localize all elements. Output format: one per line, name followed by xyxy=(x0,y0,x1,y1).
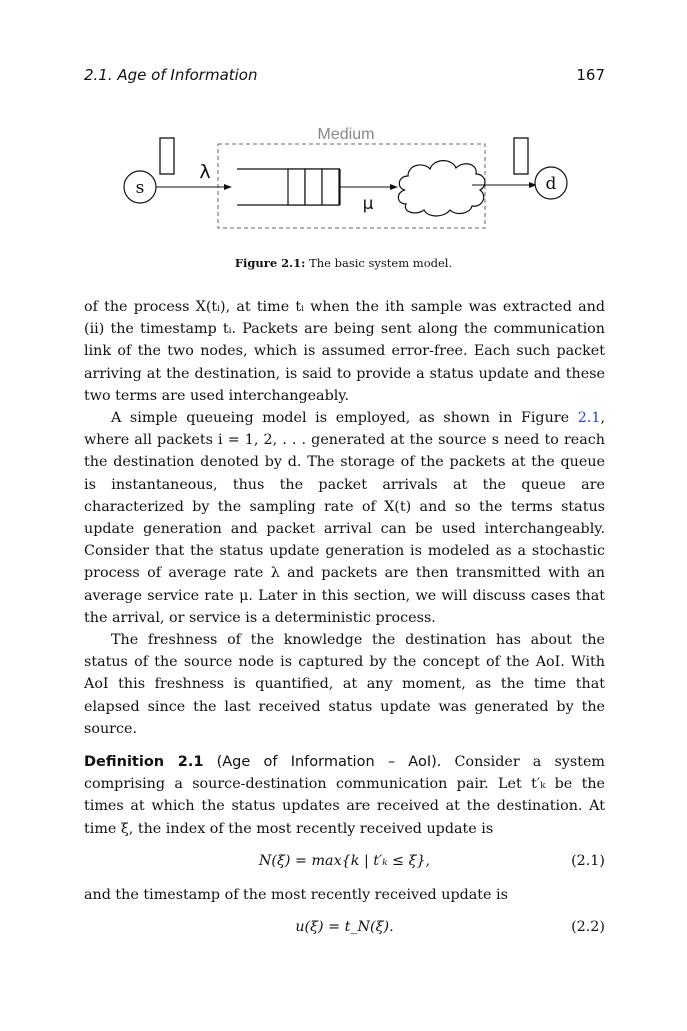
definition-head: Definition 2.1 xyxy=(84,754,204,771)
queue-packet xyxy=(288,169,305,205)
caption-label: Figure 2.1: xyxy=(234,256,306,270)
equation-number: (2.1) xyxy=(571,852,605,869)
lambda-label: λ xyxy=(199,161,211,183)
dest-packet xyxy=(514,138,528,174)
source-packet xyxy=(160,138,174,174)
definition xyxy=(84,751,605,840)
arrow-head xyxy=(390,184,398,190)
paragraph: A simple queueing model is employed, as shown in Figure 2.1, where all packets i = 1, 2, . . . generated at the source s need to reach the destination denoted by d. The storage of the packets at the queue is instantaneous, thus the packet arrivals at the queue are characterized by the sampling rate of X(t) and so the terms status update generation and packet arrival can be used interchangeably. Consider that the status update generation is modeled as a stochastic process of average rate λ and packets are then transmitted with an average service rate μ. Later in this section, we will discuss cases that the arrival, or service is a deterministic process. xyxy=(84,410,605,626)
equation xyxy=(84,840,605,884)
paragraph: The freshness of the knowledge the destination has about the status of the source node is captured by the concept of the AoI. With AoI this freshness is quantified, at any moment, as the time that elapsed since the last received status update was generated by the source. xyxy=(84,632,605,737)
system-model-diagram xyxy=(100,116,600,241)
equation-number: (2.2) xyxy=(571,919,605,936)
section-title: 2.1. Age of Information xyxy=(84,66,258,84)
medium-label: Medium xyxy=(317,126,375,143)
body-text xyxy=(84,296,605,950)
caption-text: The basic system model. xyxy=(309,256,453,270)
equation-math: u(ξ) = t_N(ξ). xyxy=(295,919,394,936)
figure-caption xyxy=(0,256,687,270)
queue-packet xyxy=(305,169,322,205)
dest-label: d xyxy=(545,174,557,194)
page-number: 167 xyxy=(576,66,605,84)
equation-math: N(ξ) = max{k | t′ₖ ≤ ξ}, xyxy=(258,852,431,869)
figure-reference-link[interactable]: 2.1 xyxy=(577,410,601,427)
source-label: s xyxy=(135,178,145,198)
definition-text: Consider a system comprising a source-destination communication pair. Let t′ₖ be the times at which the status updates are received at the destination. At time ξ, the index of the most recently received update is xyxy=(84,754,605,837)
queue-packet xyxy=(322,169,339,205)
paragraph: and the timestamp of the most recently received update is xyxy=(84,886,508,903)
running-header xyxy=(84,66,605,88)
definition-name: (Age of Information – AoI). xyxy=(216,754,442,771)
paragraph: of the process X(tᵢ), at time tᵢ when the ith sample was extracted and (ii) the timestamp tᵢ. Packets are being sent along the communication link of the two nodes, which is assumed error-free. Each such packet arriving at the destination, is said to provide a status update and these two terms are used interchangeably. xyxy=(84,299,605,404)
arrow-head xyxy=(224,184,232,190)
cloud-icon xyxy=(398,161,485,216)
mu-label: μ xyxy=(362,194,374,214)
equation xyxy=(84,906,605,950)
